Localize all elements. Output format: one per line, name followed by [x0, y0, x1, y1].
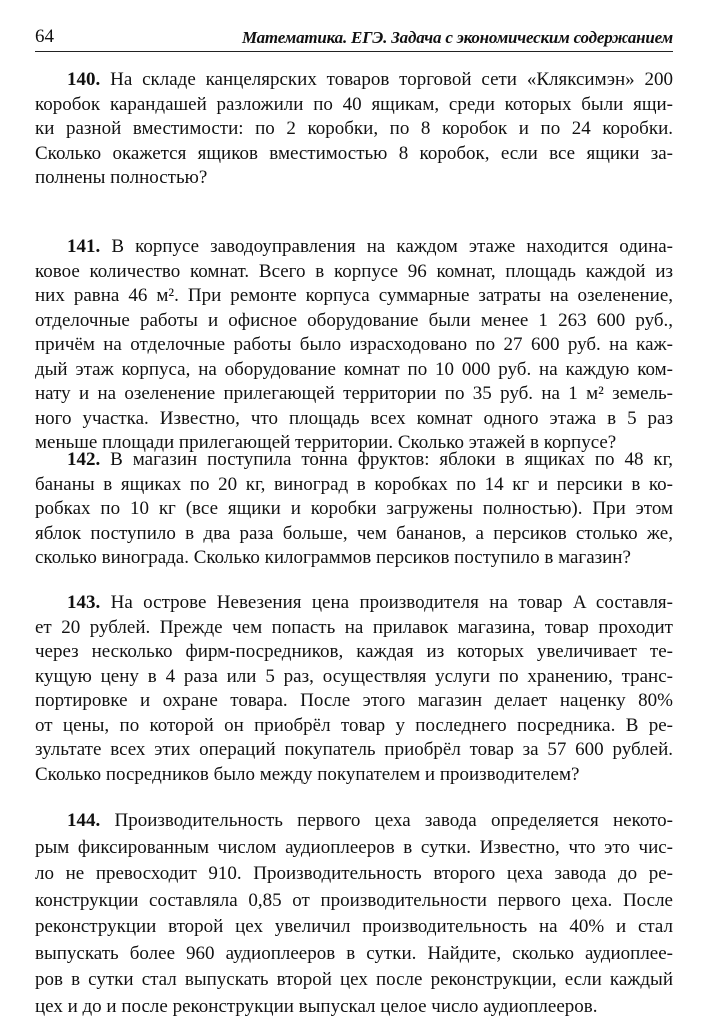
problem-line: рым фиксированным числом аудиоплееров в сутки. Известно, что это чис-	[35, 836, 673, 858]
page-header	[35, 22, 673, 52]
problem-line: от цены, по которой он приобрёл товар у последнего посредника. В ре-	[35, 714, 673, 736]
problem-line: через несколько фирм-посредников, каждая из которых увеличивает те-	[35, 641, 673, 662]
problem-line: Сколько окажется ящиков вместимостью 8 коробок, если все ящики за-	[35, 142, 673, 164]
problem-text: На складе канцелярских товаров торговой сети «Кляксимэн» 200	[110, 69, 673, 90]
problem-text: В магазин поступила тонна фруктов: яблоки в ящиках по 48 кг,	[110, 449, 673, 470]
problem-line: отделочные работы и офисное оборудование были менее 1 263 600 руб.,	[35, 309, 673, 331]
problem-line: ного участка. Известно, что площадь всех комнат одного этажа в 5 раз	[35, 407, 673, 429]
problem-line: сколько винограда. Сколько килограммов персиков поступило в магазин?	[35, 547, 631, 568]
problem-line: реконструкции второй цех увеличил производительность на 40% и стал	[35, 916, 673, 937]
problem-line	[35, 448, 673, 473]
problem-line: причём на отделочные работы было израсходовано по 27 600 руб. на каж-	[35, 334, 673, 355]
problem-142	[35, 448, 673, 571]
problem-line: робках по 10 кг (все ящики и коробки загружены полностью). При этом	[35, 498, 673, 519]
problem-141	[35, 235, 673, 456]
problem-line: нату и на озеленение прилегающей территории по 35 руб. на 1 м² земель-	[35, 383, 673, 404]
problem-line: коробок карандашей разложили по 40 ящикам, среди которых были ящи-	[35, 93, 673, 115]
problem-text: В корпусе заводоуправления на каждом этаже находится одина-	[111, 236, 673, 257]
problem-text: Производительность первого цеха завода определяется некото-	[114, 810, 674, 831]
problem-line: них равна 46 м². При ремонте корпуса суммарные затраты на озеленение,	[35, 285, 673, 306]
problem-line: зультате всех этих операций покупатель приобрёл товар за 57 600 рублей.	[35, 739, 673, 760]
problem-number: 141.	[67, 236, 101, 257]
page-number: 64	[35, 26, 54, 47]
problem-line: цех и до и после реконструкции выпускал целое число аудиоплееров.	[35, 995, 598, 1017]
problem-line: портировке и охране товара. После этого магазин делает наценку 80%	[35, 690, 673, 711]
problem-line	[35, 68, 673, 93]
problem-line: ковое количество комнат. Всего в корпусе 96 комнат, площадь каждой из	[35, 260, 673, 282]
problem-text: На острове Невезения цена производителя на товар A составля-	[110, 592, 673, 613]
problem-line	[35, 235, 673, 260]
problem-line: ров в сутки стал выпускать второй цех после реконструкции, если каждый	[35, 969, 673, 990]
problem-line: кущую цену в 4 раза или 5 раз, осуществляя услуги по хранению, транс-	[35, 665, 673, 687]
problem-number: 140.	[67, 69, 101, 90]
problem-144	[35, 808, 673, 1020]
problem-143	[35, 591, 673, 787]
problem-line: яблок поступило в два раза больше, чем бананов, а персиков столько же,	[35, 522, 673, 544]
problem-number: 143.	[67, 592, 101, 613]
problem-line: меньше площади прилегающей территории. Сколько этажей в корпусе?	[35, 432, 617, 453]
problem-line: бананы в ящиках по 20 кг, виноград в коробках по 14 кг и персики в ко-	[35, 473, 673, 495]
problem-line: ки разной вместимости: по 2 коробки, по 8 коробок и по 24 коробки.	[35, 118, 673, 139]
problem-line	[35, 808, 673, 835]
problem-number: 142.	[67, 449, 101, 470]
problem-line: конструкции составляла 0,85 от производительности первого цеха. После	[35, 889, 673, 911]
problem-line: ло не превосходит 910. Производительность второго цеха завода до ре-	[35, 863, 673, 884]
problem-line: выпускать более 960 аудиоплееров в сутки. Найдите, сколько аудиоплее-	[35, 942, 673, 964]
problem-line: Сколько посредников было между покупателем и производителем?	[35, 763, 580, 785]
problem-number: 144.	[67, 810, 101, 831]
problem-140	[35, 68, 673, 191]
problem-line: дый этаж корпуса, на оборудование комнат по 10 000 руб. на каждую ком-	[35, 358, 673, 380]
problem-line: ет 20 рублей. Прежде чем попасть на прилавок магазина, товар проходит	[35, 616, 673, 638]
problem-line	[35, 591, 673, 616]
problem-line: полнены полностью?	[35, 167, 208, 188]
running-title: Математика. ЕГЭ. Задача с экономическим содержанием	[241, 28, 673, 47]
